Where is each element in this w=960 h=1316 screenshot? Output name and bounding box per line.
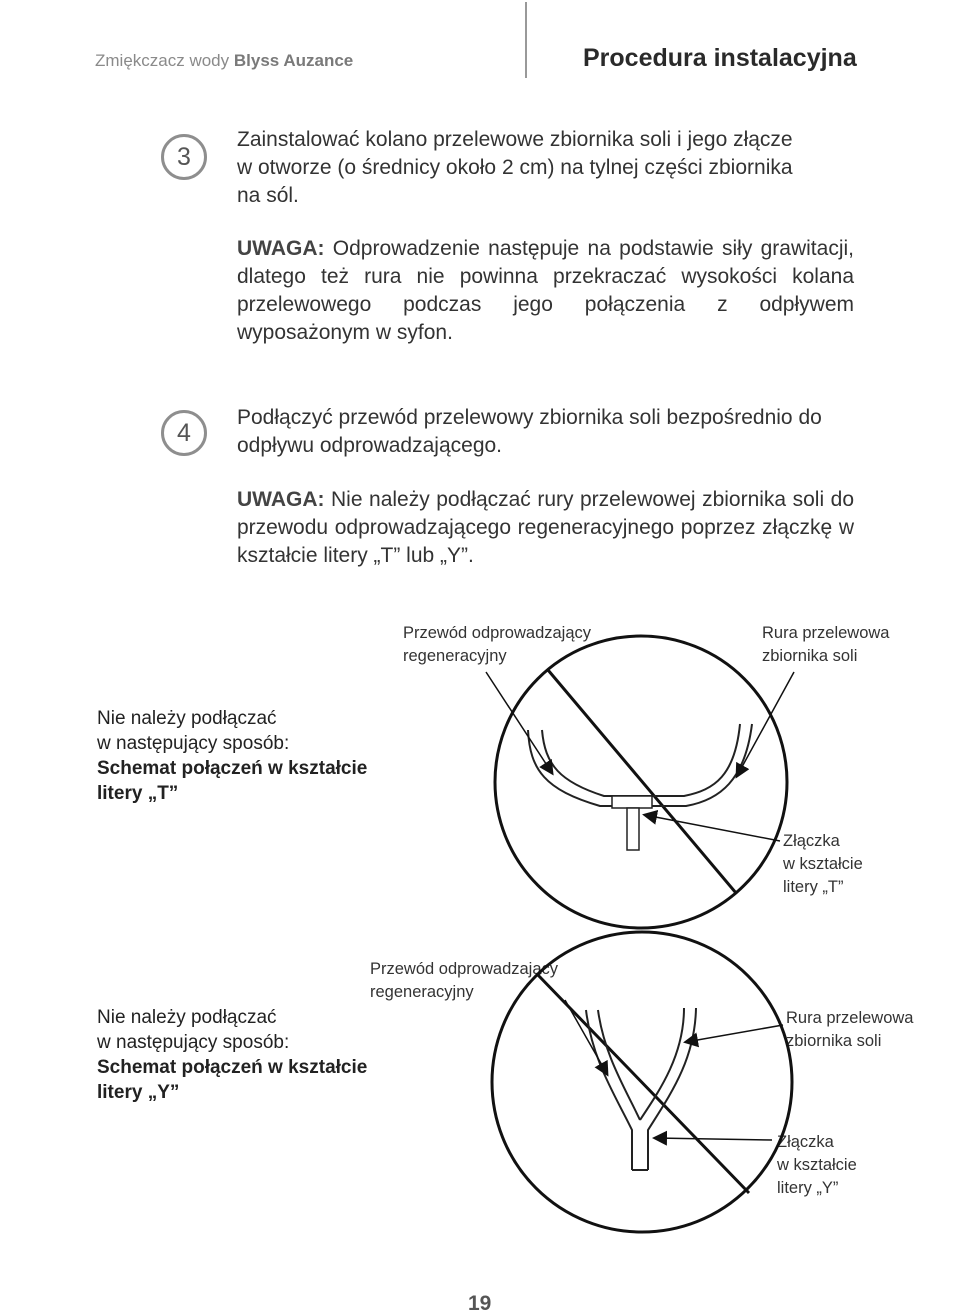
y-warning-bold2: litery „Y”	[97, 1082, 180, 1103]
t-warning-bold1: Schemat połączeń w kształcie	[97, 758, 368, 779]
step-4-note-text: Nie należy podłączać rury przelewowej zbiornika soli do przewodu odprowadzającego regeneracyjnego poprzez złączkę w kształcie litery „T” lub „Y”.	[237, 488, 854, 567]
t-connection-diagram	[486, 636, 794, 928]
t-fitting-line2: w kształcie	[783, 855, 863, 873]
t-drain-label-line1: Przewód odprowadzający	[403, 624, 592, 642]
header-product-prefix: Zmiękczacz wody	[95, 51, 234, 70]
step-3-line-2: w otworze (o średnicy około 2 cm) na tylnej części zbiornika	[237, 156, 793, 179]
y-right-branch-outer	[648, 1008, 696, 1170]
y-overflow-label-line1: Rura przelewowa	[786, 1009, 914, 1027]
t-warning-line1: Nie należy podłączać	[97, 708, 277, 729]
section-title: Procedura instalacyjna	[583, 44, 857, 72]
t-pipe-outer	[528, 724, 752, 806]
t-fitting-body	[612, 796, 652, 808]
t-fitting-line3: litery „T”	[783, 878, 844, 896]
step-3-note-text: Odprowadzenie następuje na podstawie siły grawitacji, dlatego też rura nie powinna przekraczać wysokości kolana przelewowego podczas jego połączenia z odpływem wyposażonym w syfon.	[237, 237, 854, 344]
y-drain-label-line1: Przewód odprowadzający	[370, 960, 559, 978]
page-number: 19	[468, 1292, 492, 1315]
t-prohibition-slash	[548, 670, 736, 893]
y-overflow-arrow	[686, 1025, 783, 1042]
t-pipe-inner	[542, 724, 740, 796]
t-warning-bold2: litery „T”	[97, 783, 179, 804]
y-warning-line1: Nie należy podłączać	[97, 1007, 277, 1028]
step-3-line-1: Zainstalować kolano przelewowe zbiornika soli i jego złącze	[237, 128, 793, 151]
y-fitting-line1: Złączka	[777, 1133, 834, 1151]
t-fitting-stem	[627, 808, 639, 850]
y-warning-bold1: Schemat połączeń w kształcie	[97, 1057, 368, 1078]
y-overflow-label-line2: zbiornika soli	[786, 1032, 882, 1050]
t-warning-line2: w następujący sposób:	[97, 733, 290, 754]
y-warning-line2: w następujący sposób:	[97, 1032, 290, 1053]
y-connection-diagram	[492, 932, 792, 1232]
t-fitting-arrow	[645, 815, 780, 841]
y-fitting-line2: w kształcie	[777, 1156, 857, 1174]
step-3-line-3: na sól.	[237, 184, 299, 207]
y-drain-label-line2: regeneracyjny	[370, 983, 474, 1001]
step-4-badge: 4	[161, 410, 207, 456]
step-4-note-label: UWAGA:	[237, 488, 325, 511]
step-4-instruction: Podłączyć przewód przelewowy zbiornika soli bezpośrednio do odpływu odprowadzającego.	[237, 406, 822, 457]
header-product-name: Blyss Auzance	[233, 51, 354, 70]
t-fitting-line1: Złączka	[783, 832, 840, 850]
t-overflow-label-line2: zbiornika soli	[762, 647, 858, 665]
t-overflow-label-line1: Rura przelewowa	[762, 624, 890, 642]
t-drain-label-line2: regeneracyjny	[403, 647, 507, 665]
y-fitting-arrow	[655, 1138, 772, 1140]
step-3-badge: 3	[161, 134, 207, 180]
y-fitting-line3: litery „Y”	[777, 1179, 839, 1197]
step-3-note-label: UWAGA:	[237, 237, 325, 260]
